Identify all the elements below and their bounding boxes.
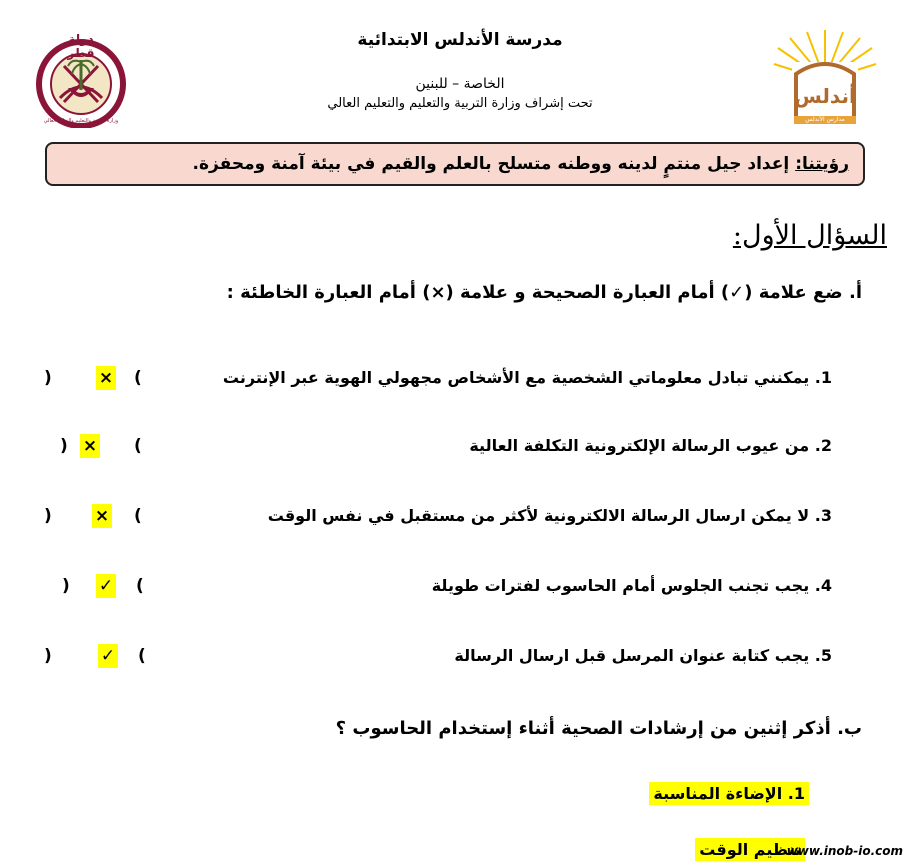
statement-2 — [469, 436, 832, 455]
part-a-instruction-text: ضع علامة (✓) أمام العبارة الصحيحة و علامة (×) أمام العبارة الخاطئة : — [226, 282, 843, 303]
statement-text: يجب كتابة عنوان المرسل قبل ارسال الرسالة — [454, 646, 810, 665]
left-logo-title: دولة قطر — [67, 32, 95, 60]
statement-number: 1. — [814, 368, 832, 387]
statement-text: من عيوب الرسالة الإلكترونية التكلفة العالية — [469, 436, 810, 455]
statement-text: يجب تجنب الجلوس أمام الحاسوب لفترات طويلة — [431, 576, 810, 595]
part-b-letter: ب. — [837, 718, 862, 739]
part-a-instruction — [227, 282, 862, 303]
school-subtitle: الخاصة – للبنين — [415, 76, 505, 92]
answer-open-paren: ) — [44, 646, 52, 666]
answer-close-paren: ( — [138, 646, 146, 666]
left-logo-caption: وزارة التربية والتعليم والتعليم العالي — [43, 118, 119, 124]
answer-mark-1: × — [96, 366, 116, 390]
answer-close-paren: ( — [134, 436, 142, 456]
ministry-supervision: تحت إشراف وزارة التربية والتعليم والتعليم العالي — [327, 96, 593, 111]
vision-box — [45, 142, 865, 186]
statement-1 — [223, 368, 832, 387]
qatar-ministry-logo — [30, 32, 132, 128]
statement-number: 5. — [814, 646, 832, 665]
answer-mark-4: ✓ — [96, 574, 116, 598]
question-title: السؤال الأول: — [732, 220, 887, 251]
statement-number: 3. — [814, 506, 832, 525]
statement-5 — [454, 646, 832, 665]
vision-label: رؤيتنا: — [795, 154, 849, 174]
answer-close-paren: ( — [136, 576, 144, 596]
statement-text: لا يمكن ارسال الرسالة الالكترونية لأكثر من مستقبل في نفس الوقت — [267, 506, 810, 525]
andalus-school-logo — [770, 28, 880, 132]
part-b-question — [336, 718, 862, 739]
school-name: مدرسة الأندلس الابتدائية — [357, 30, 563, 50]
answer-mark-5: ✓ — [98, 644, 118, 668]
website-watermark: www.inob-io.com — [786, 844, 903, 858]
statement-3 — [268, 506, 832, 525]
answer-open-paren: ) — [60, 436, 68, 456]
answer-1 — [649, 782, 809, 805]
answer-open-paren: ) — [44, 506, 52, 526]
part-b-text: أذكر إثنين من إرشادات الصحية أثناء إستخدام الحاسوب ؟ — [335, 718, 831, 739]
answer-text: الإضاءة المناسبة — [653, 784, 783, 803]
right-logo-title: أندلس — [794, 84, 856, 108]
statement-text: يمكنني تبادل معلوماتي الشخصية مع الأشخاص مجهولي الهوية عبر الإنترنت — [222, 368, 810, 387]
answer-open-paren: ) — [62, 576, 70, 596]
answer-mark-3: × — [92, 504, 112, 528]
vision-text: إعداد جيل منتمٍ لدينه ووطنه متسلح بالعلم والقيم في بيئة آمنة ومحفزة. — [192, 154, 790, 174]
statement-number: 4. — [814, 576, 832, 595]
right-logo-caption: مدارس الأندلس — [805, 116, 845, 123]
answer-close-paren: ( — [134, 506, 142, 526]
answer-mark-2: × — [80, 434, 100, 458]
answer-close-paren: ( — [134, 368, 142, 388]
part-a-letter: أ. — [848, 282, 862, 303]
answer-number: 1. — [787, 784, 805, 803]
statement-number: 2. — [814, 436, 832, 455]
answer-text: تنظيم الوقت — [699, 840, 801, 859]
answer-open-paren: ) — [44, 368, 52, 388]
statement-4 — [432, 576, 832, 595]
